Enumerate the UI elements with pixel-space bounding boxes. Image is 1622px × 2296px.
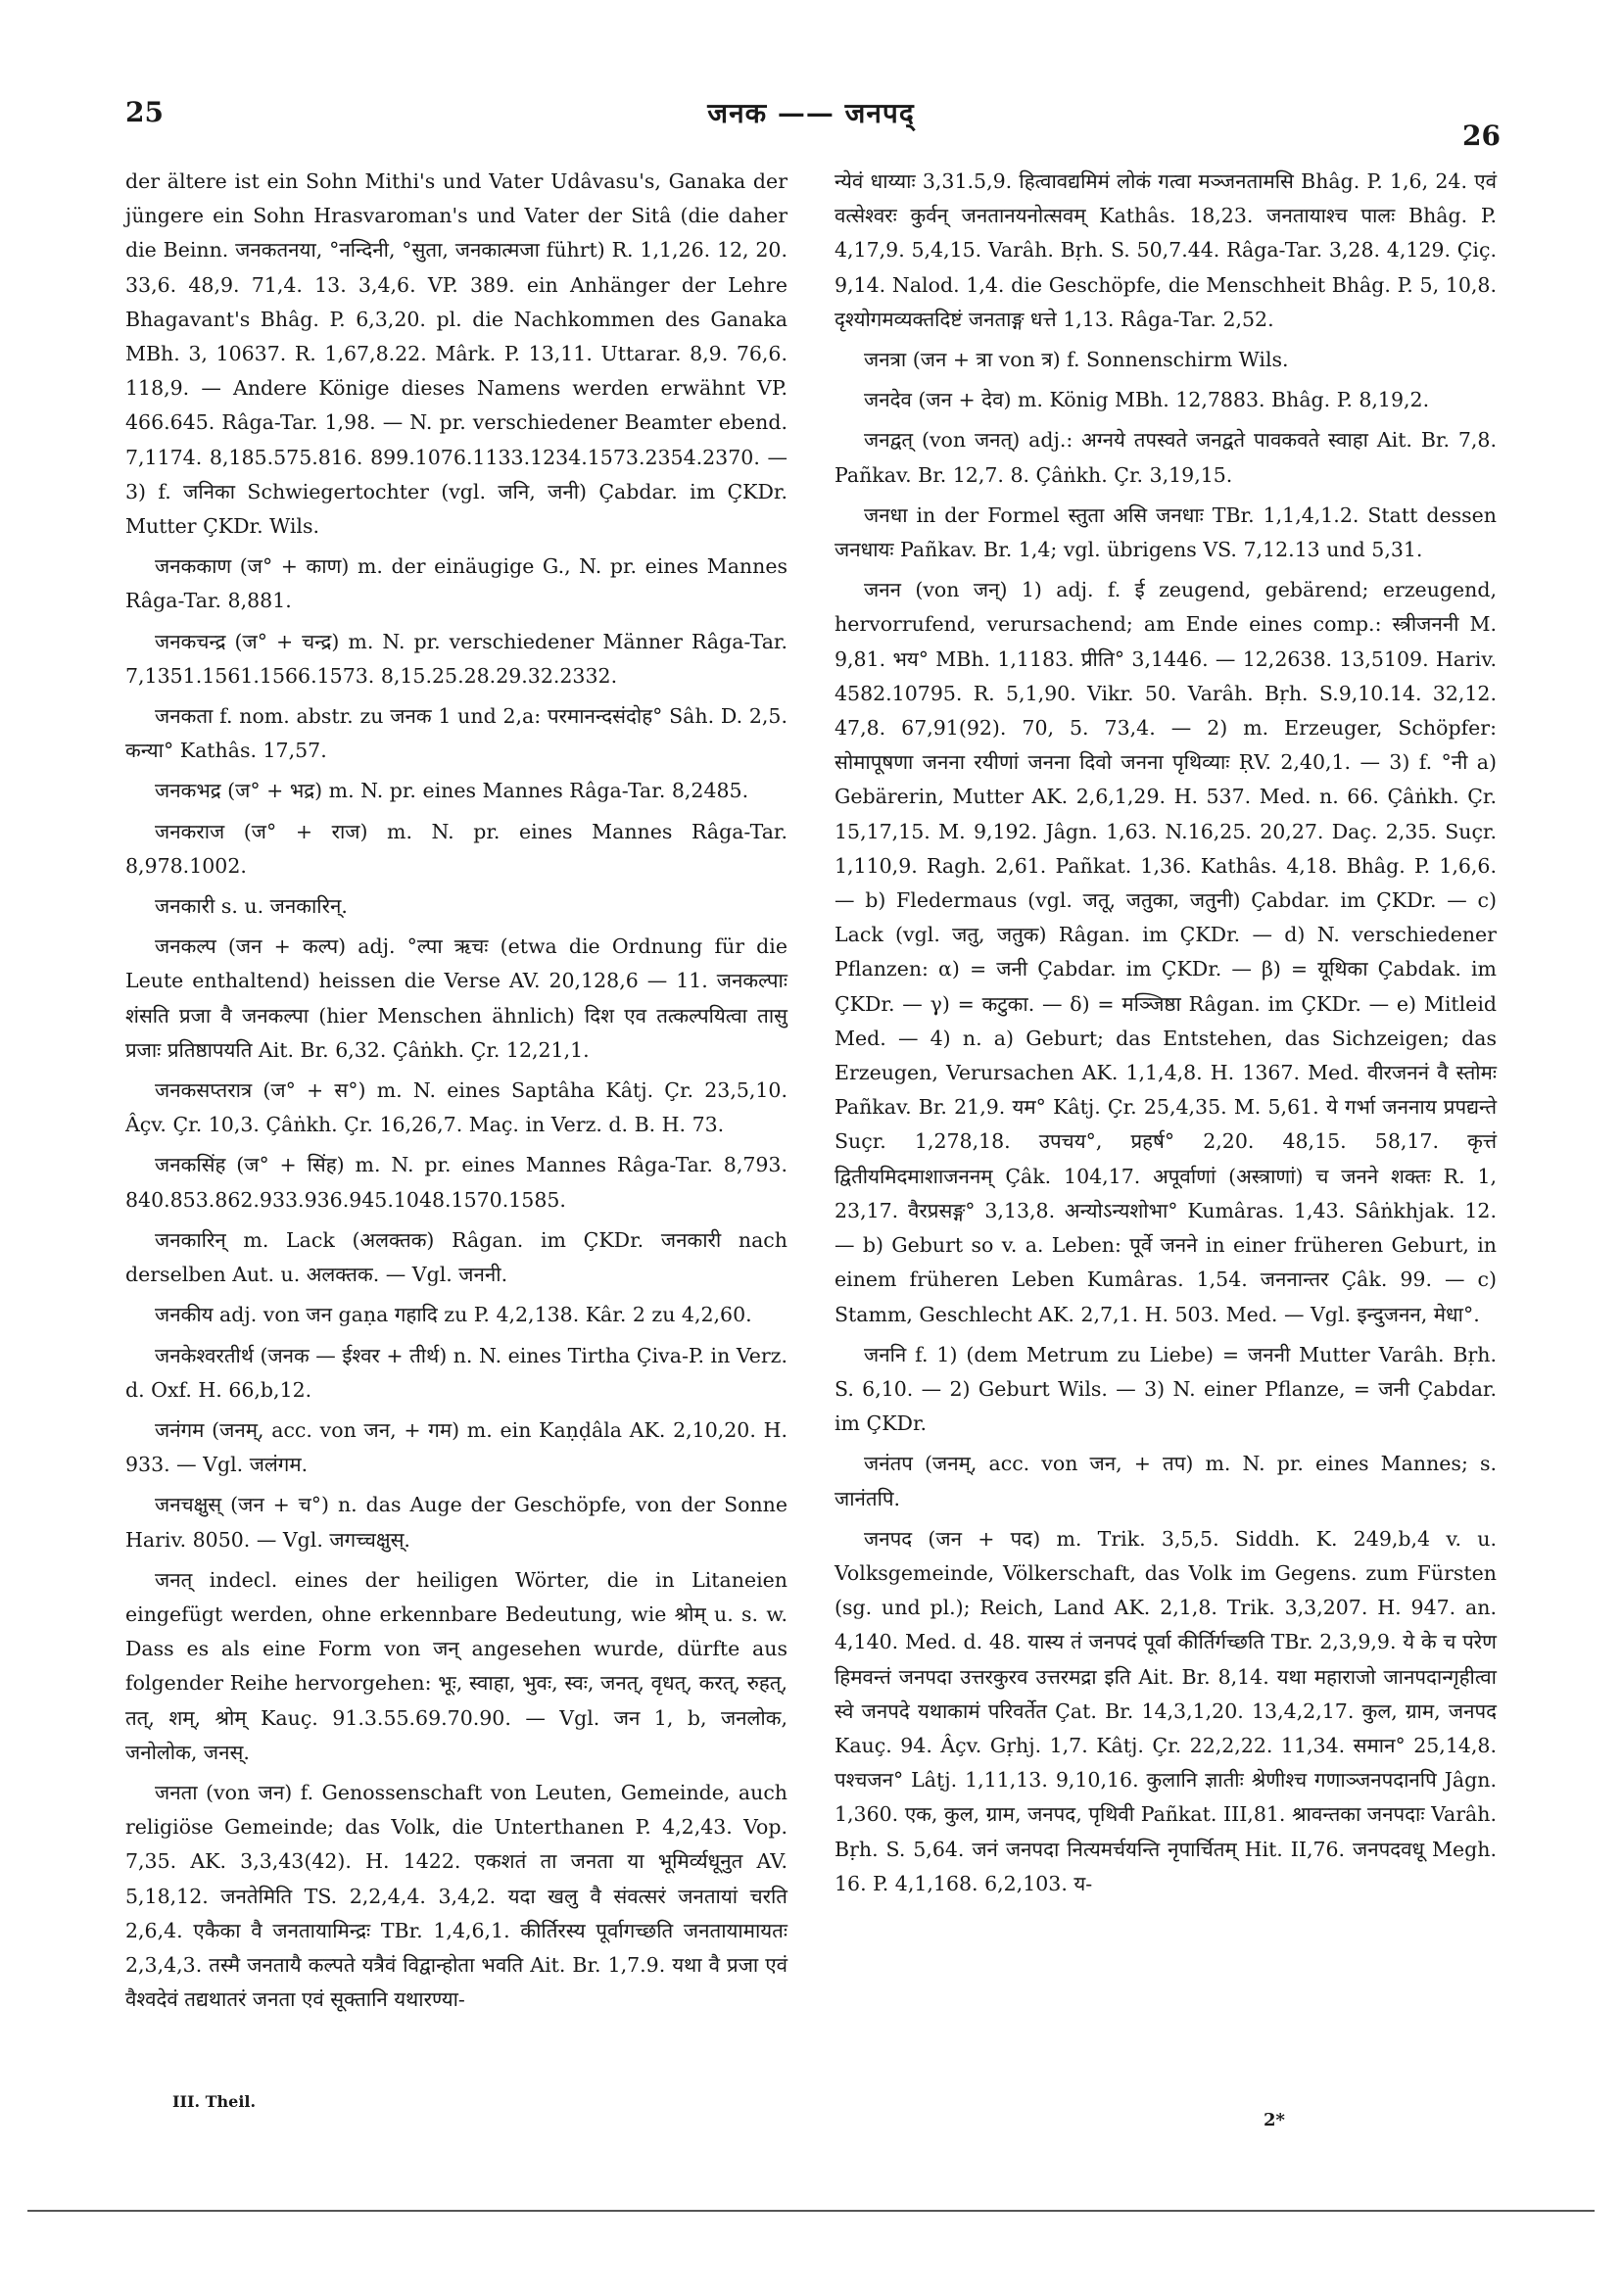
entry-janakarin: जनकारिन् m. Lack (अलक्तक) Râgan. im ÇKDr. जनकारी nach derselben Aut. u. अलक्तक. — Vgl. जननी. — [125, 1227, 787, 1287]
entry-janapada: जनपद (जन + पद) m. Trik. 3,5,5. Siddh. K. 249,b,4 v. u. Volksgemeinde, Völkerschaft, das Volk im Gegens. zum Fürsten (sg. und pl.); Reich, Land AK. 2,1,8. Trik. 3,3,207. H. 947. an. 4,140. Med. d. 48. यास्य तं जनपदं पूर्वा कीर्तिर्गच्छति TBr. 2,3,9,9. ये के च परेण हिमवन्तं जनपदा उत्तरकुरव उत्तरमद्रा इति Ait. Br. 8,14. यथा महाराजो जानपदान्गृहीत्वा स्वे जनपदे यथाकामं परिवर्तेत Çat. Br. 14,3,1,20. 13,4,2,17. कुल, ग्राम, जनपद Kauç. 94. Âçv. Gṛhj. 1,7. Kâtj. Çr. 22,2,22. 11,34. समान° 25,14,8. पश्चजन° Lâṭj. 1,11,13. 9,10,16. कुलानि ज्ञातीः श्रेणीश्च गणाञ्जनपदानपि Jâgn. 1,360. एक, कुल, ग्राम, जनपद, पृथिवी Pañkat. III,81. श्रावन्तका जनपदाः Varâh. Bṛh. S. 5,64. जनं जनपदा नित्यमर्चयन्ति नृपार्चितम् Hit. II,76. जनपदवधू Megh. 16. P. 4,1,168. 6,2,103. य- — [835, 1526, 1497, 1895]
entry-janakata: जनकता f. nom. abstr. zu जनक 1 und 2,a: परमानन्दसंदोह° Sâh. D. 2,5. कन्या° Kathâs. 17,57. — [125, 704, 787, 763]
entry-janadvat: जनद्वत् (von जनत्) adj.: अग्नये तपस्वते जनद्वते पावकवते स्वाहा Ait. Br. 7,8. Pañkav. Br. 12,7. 8. Çâṅkh. Çr. 3,19,15. — [835, 428, 1497, 487]
entry-janata: जनता (von जन) f. Genossenschaft von Leuten, Gemeinde, auch religiöse Gemeinde; das Volk, die Unterthanen P. 4,2,43. Vop. 7,35. AK. 3,3,43(42). H. 1422. एकशतं ता जनता या भूमिर्व्यधूनुत AV. 5,18,12. जनतेमिति TS. 2,2,4,4. 3,4,2. यदा खलु वै संवत्सरं जनतायां चरति 2,6,4. एकैका वै जनतायामिन्द्रः TBr. 1,4,6,1. कीर्तिरस्य पूर्वागच्छति जनतायामायतः 2,3,4,3. तस्मै जनतायै कल्पते यत्रैवं विद्वान्होता भवति Ait. Br. 1,7.9. यथा वै प्रजा एवं वैश्वदेवं तद्यथातरं जनता एवं सूक्तानि यथारण्या- — [125, 1780, 787, 2012]
page-number-right: 26 — [1462, 120, 1501, 152]
signature-mark: III. Theil. — [172, 2092, 257, 2111]
right-column — [835, 165, 1497, 1907]
entry-janadha: जनधा in der Formel स्तुता असि जनधाः TBr. 1,1,4,1.2. Statt dessen जनधायः Pañkav. Br. 1,4; vgl. übrigens VS. 7,12.13 und 5,31. — [835, 502, 1497, 562]
left-column — [125, 165, 787, 2023]
page-number-left: 25 — [125, 96, 164, 128]
entry-janakeshvaratirtha: जनकेश्वरतीर्थ (जनक — ईश्वर + तीर्थ) n. N. eines Tirtha Çiva-P. in Verz. d. Oxf. H. 66,b,12. — [125, 1343, 787, 1402]
entry-janani: जननि f. 1) (dem Metrum zu Liebe) = जननी Mutter Varâh. Bṛh. S. 6,10. — 2) Geburt Wils. — 3) N. einer Pflanze, = जनी Çabdar. im ÇKDr. — [835, 1342, 1497, 1436]
entry-janachakshus: जनचक्षुस् (जन + च°) n. das Auge der Geschöpfe, von der Sonne Hariv. 8050. — Vgl. जगच्चक्षुस्. — [125, 1493, 787, 1552]
entry-janakakana: जनककाण (ज° + काण) m. der einäugige G., N. pr. eines Mannes Râga-Tar. 8,881. — [125, 554, 787, 613]
entry-janata-cont: न्येवं धाय्याः 3,31.5,9. हित्वावद्यमिमं लोकं गत्वा मञ्जनतामसि Bhâg. P. 1,6, 24. एवं वत्सेश्वरः कुर्वन् जनतानयनोत्सवम् Kathâs. 18,23. जनतायाश्च पालः Bhâg. P. 4,17,9. 5,4,15. Varâh. Bṛh. S. 50,7.44. Râga-Tar. 3,28. 4,129. Çiç. 9,14. Nalod. 1,4. die Geschöpfe, die Menschheit Bhâg. P. 5, 10,8. दृश्योगमव्यक्तदिष्टं जनताङ्ग धत्ते 1,13. Râga-Tar. 2,52. — [835, 169, 1497, 331]
entry-janaka-cont: der ältere ist ein Sohn Mithi's und Vater Udâvasu's, Ganaka der jüngere ein Sohn Hrasvaroman's und Vater der Sitâ (die daher die Beinn. जनकतनया, °नन्दिनी, °सुता, जनकात्मजा führt) R. 1,1,26. 12, 20. 33,6. 48,9. 71,4. 13. 3,4,6. VP. 389. ein Anhänger der Lehre Bhagavant's Bhâg. P. 6,3,20. pl. die Nachkommen des Ganaka MBh. 3, 10637. R. 1,67,8.22. Mârk. P. 13,11. Uttarar. 8,9. 76,6. 118,9. — Andere Könige dieses Namens werden erwähnt VP. 466.645. Râga-Tar. 1,98. — N. pr. verschiedener Beamter ebend. 7,1174. 8,185.575.816. 899.1076.1133.1234.1573.2354.2370. — 3) f. जनिका Schwiegertochter (vgl. जनि, जनी) Çabdar. im ÇKDr. Mutter ÇKDr. Wils. — [125, 169, 787, 539]
entry-janakasaptaratra: जनकसप्तरात्र (ज° + स°) m. N. eines Saptâha Kâtj. Çr. 23,5,10. Âçv. Çr. 10,3. Çâṅkh. Çr. 16,26,7. Maç. in Verz. d. B. H. 73. — [125, 1078, 787, 1137]
entry-janakasimha: जनकसिंह (ज° + सिंह) m. N. pr. eines Mannes Râga-Tar. 8,793. 840.853.862.933.936.945.1048.1570.1585. — [125, 1153, 787, 1212]
entry-janakiya: जनकीय adj. von जन gaṇa गहादि zu P. 4,2,138. Kâr. 2 zu 4,2,60. — [155, 1303, 752, 1327]
entry-janatra: जनत्रा (जन + त्रा von त्र) f. Sonnenschirm Wils. — [864, 348, 1289, 372]
entry-janakalpa: जनकल्प (जन + कल्प) adj. °ल्पा ऋचः (etwa die Ordnung für die Leute enthaltend) heissen die Verse AV. 20,128,6 — 11. जनकल्पाः शंसति प्रजा वै जनकल्पा (hier Menschen ähnlich) दिश एव तत्कल्पयित्वा तासु प्रजाः प्रतिष्ठापयति Ait. Br. 6,32. Çâṅkh. Çr. 12,21,1. — [125, 934, 787, 1062]
entry-janakachandra: जनकचन्द्र (ज° + चन्द्र) m. N. pr. verschiedener Männer Râga-Tar. 7,1351.1561.1566.1573. 8,15.25.28.29.32.2332. — [125, 629, 787, 688]
bottom-rule — [27, 2210, 1595, 2212]
entry-janamgama: जनंगम (जनम्, acc. von जन, + गम) m. ein Kaṇḍâla AK. 2,10,20. H. 933. — Vgl. जलंगम. — [125, 1417, 787, 1477]
entry-janat: जनत् indecl. eines der heiligen Wörter, die in Litaneien eingefügt werden, ohne erkennbare Bedeutung, wie श्रोम् u. s. w. Dass es als eine Form von जन् angesehen wurde, dürfte aus folgender Reihe hervorgehen: भूः, स्वाहा, भुवः, स्वः, जनत्, वृधत्, करत्, रुहत्, तत्, शम्, श्रोम् Kauç. 91.3.55.69.70.90. — Vgl. जन 1, b, जनलोक, जनोलोक, जनस्. — [125, 1567, 787, 1764]
entry-janakaraja: जनकराज (ज° + राज) m. N. pr. eines Mannes Râga-Tar. 8,978.1002. — [125, 819, 787, 878]
entry-janakabhadra: जनकभद्र (ज° + भद्र) m. N. pr. eines Mannes Râga-Tar. 8,2485. — [155, 779, 749, 803]
entry-janakari: जनकारी s. u. जनकारिन्. — [155, 894, 348, 919]
sheet-mark: 2* — [1264, 2110, 1285, 2130]
entry-janana: जनन (von जन्) 1) adj. f. ई zeugend, gebärend; erzeugend, hervorrufend, verursachend; am Ende eines comp.: स्त्रीजननी M. 9,81. भय° MBh. 1,1183. प्रीति° 3,1446. — 12,2638. 13,5109. Hariv. 4582.10795. R. 5,1,90. Vikr. 50. Varâh. Bṛh. S.9,10.14. 32,12. 47,8. 67,91(92). 70, 5. 73,4. — 2) m. Erzeuger, Schöpfer: सोमापूषणा जनना रयीणां जनना दिवो जनना पृथिव्याः ṚV. 2,40,1. — 3) f. °नी a) Gebärerin, Mutter AK. 2,6,1,29. H. 537. Med. n. 66. Çâṅkh. Çr. 15,17,15. M. 9,192. Jâgn. 1,63. N.16,25. 20,27. Daç. 2,35. Suçr. 1,110,9. Ragh. 2,61. Pañkat. 1,36. Kathâs. 4,18. Bhâg. P. 1,6,6. — b) Fledermaus (vgl. जतू, जतुका, जतुनी) Çabdar. im ÇKDr. — c) Lack (vgl. जतु, जतुक) Râgan. im ÇKDr. — d) N. verschiedener Pflanzen: α) = जनी Çabdar. im ÇKDr. — β) = यूथिका Çabdak. im ÇKDr. — γ) = कटुका. — δ) = मञ्जिष्ठा Râgan. im ÇKDr. — e) Mitleid Med. — 4) n. a) Geburt; das Entstehen, das Sichzeigen; das Erzeugen, Verursachen AK. 1,1,4,8. H. 1367. Med. वीरजननं वै स्तोमः Pañkav. Br. 21,9. यम° Kâtj. Çr. 25,4,35. M. 5,61. ये गर्भा जननाय प्रपद्यन्ते Suçr. 1,278,18. उपचय°, प्रहर्ष° 2,20. 48,15. 58,17. कृत्तं द्वितीयमिदमाशाजननम् Çâk. 104,17. अपूर्वाणां (अस्त्राणां) च जनने शक्तः R. 1, 23,17. वैरप्रसङ्ग° 3,13,8. अन्योऽन्यशोभा° Kumâras. 1,43. Sâṅkhjak. 12. — b) Geburt so v. a. Leben: पूर्वे जनने in einer früheren Geburt, in einem früheren Leben Kumâras. 1,54. जननान्तर Çâk. 99. — c) Stamm, Geschlecht AK. 2,7,1. H. 503. Med. — Vgl. इन्दुजनन, मेधा°. — [835, 578, 1497, 1326]
running-title: जनक —— जनपद् — [707, 97, 915, 129]
entry-janadeva: जनदेव (जन + देव) m. König MBh. 12,7883. Bhâg. P. 8,19,2. — [864, 388, 1430, 412]
entry-janamtapa: जनंतप (जनम्, acc. von जन, + तप) m. N. pr. eines Mannes; s. जानंतपि. — [835, 1452, 1497, 1510]
